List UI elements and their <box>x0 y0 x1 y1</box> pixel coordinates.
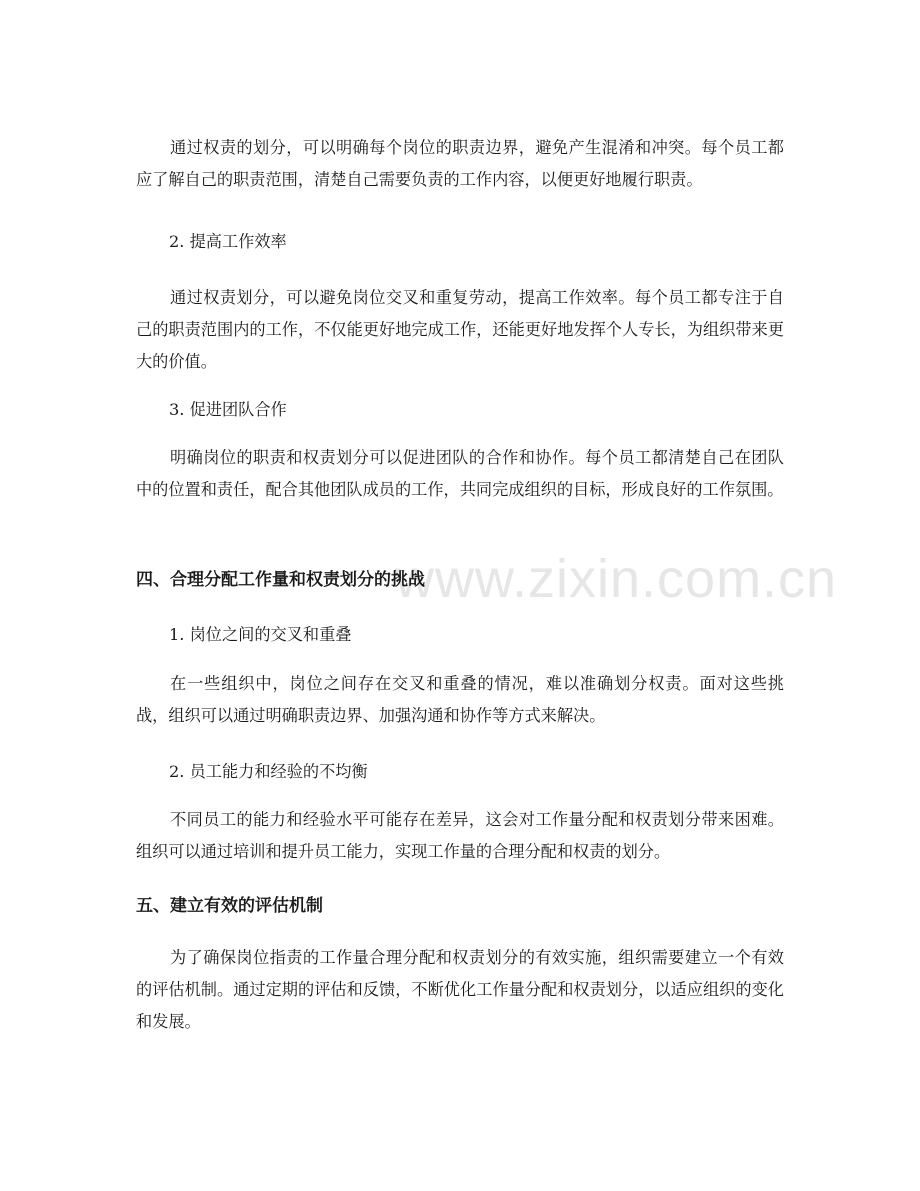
subheading-imbalance: 2. 员工能力和经验的不均衡 <box>169 762 368 781</box>
watermark: www.zixin.com.cn <box>395 549 838 609</box>
subheading-overlap: 1. 岗位之间的交叉和重叠 <box>169 625 352 644</box>
subheading-efficiency: 2. 提高工作效率 <box>169 232 287 251</box>
paragraph-imbalance: 不同员工的能力和经验水平可能存在差异，这会对工作量分配和权责划分带来困难。组织可以通过培训和提升员工能力，实现工作量的合理分配和权责的划分。 <box>136 810 784 861</box>
section-heading-evaluation: 五、建立有效的评估机制 <box>136 896 323 916</box>
subheading-teamwork: 3. 促进团队合作 <box>169 400 287 419</box>
paragraph-efficiency: 通过权责划分，可以避免岗位交叉和重复劳动，提高工作效率。每个员工都专注于自己的职责范围内的工作，不仅能更好地完成工作，还能更好地发挥个人专长，为组织带来更大的价值。 <box>136 288 784 371</box>
paragraph-teamwork: 明确岗位的职责和权责划分可以促进团队的合作和协作。每个员工都清楚自己在团队中的位置和责任，配合其他团队成员的工作，共同完成组织的目标，形成良好的工作氛围。 <box>136 448 784 499</box>
paragraph-overlap: 在一些组织中，岗位之间存在交叉和重叠的情况，难以准确划分权责。面对这些挑战，组织可以通过明确职责边界、加强沟通和协作等方式来解决。 <box>136 674 784 725</box>
section-heading-challenges: 四、合理分配工作量和权责划分的挑战 <box>136 570 425 590</box>
paragraph-role-clarity: 通过权责的划分，可以明确每个岗位的职责边界，避免产生混淆和冲突。每个员工都应了解自己的职责范围，清楚自己需要负责的工作内容，以便更好地履行职责。 <box>136 138 784 189</box>
paragraph-evaluation: 为了确保岗位指责的工作量合理分配和权责划分的有效实施，组织需要建立一个有效的评估机制。通过定期的评估和反馈，不断优化工作量分配和权责划分，以适应组织的变化和发展。 <box>136 948 784 1031</box>
